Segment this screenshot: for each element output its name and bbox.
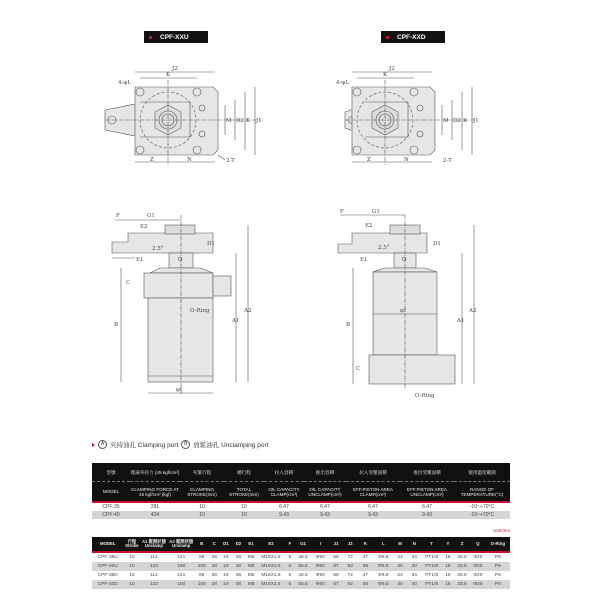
table-cell: 34 bbox=[407, 552, 422, 562]
table-cell: 72 bbox=[343, 552, 358, 562]
column-header-en: TOTAL STROKE(mm) bbox=[224, 482, 264, 503]
performance-table bbox=[92, 463, 510, 519]
dim-label: 2.5° bbox=[378, 245, 390, 251]
column-header: N bbox=[407, 537, 422, 552]
column-header: M bbox=[393, 537, 407, 552]
table-cell: Φ6.8 bbox=[373, 580, 393, 589]
table-cell: Φ20 bbox=[470, 562, 486, 571]
dim-label: M bbox=[226, 118, 232, 124]
table-cell: 16 bbox=[442, 571, 455, 580]
port-a-mark: A bbox=[98, 440, 107, 449]
dim-label: 4-φL bbox=[118, 80, 131, 86]
column-header: A1 鬆開狀態 Unclamp bbox=[140, 537, 167, 552]
table-cell: Φ60 bbox=[311, 552, 329, 562]
dim-label: K bbox=[383, 72, 388, 78]
column-header: J2 bbox=[343, 537, 358, 552]
bullet-icon bbox=[92, 443, 95, 447]
dim-label: 4-φL bbox=[336, 80, 349, 86]
table-cell: 59 bbox=[329, 552, 343, 562]
table-cell: 82 bbox=[343, 562, 358, 571]
dim-label: A1 bbox=[232, 318, 240, 324]
dim-label: O-Ring bbox=[415, 393, 435, 399]
table-cell: M6 bbox=[245, 571, 257, 580]
table-cell: -10~+70°C bbox=[454, 502, 510, 511]
table-cell: 28 bbox=[209, 562, 221, 571]
table-cell: 19 bbox=[220, 552, 232, 562]
column-header: K bbox=[358, 537, 374, 552]
table-cell: 9.43 bbox=[304, 511, 346, 519]
table-cell: 19 bbox=[220, 580, 232, 589]
column-header: MODEL bbox=[92, 537, 124, 552]
dim-label: 2-T bbox=[443, 158, 452, 164]
table-cell: 24 bbox=[393, 571, 407, 580]
table-cell: 291 bbox=[130, 502, 180, 511]
dim-label: N bbox=[187, 157, 192, 163]
dim-label: Z bbox=[150, 157, 154, 163]
side-view-xxd bbox=[338, 209, 476, 399]
table-cell: 141 bbox=[168, 552, 195, 562]
table-cell: 29.5 bbox=[454, 571, 470, 580]
table-cell: P6 bbox=[486, 552, 510, 562]
column-header: O-Ring bbox=[486, 537, 510, 552]
column-header: Q bbox=[470, 537, 486, 552]
table-cell: M6 bbox=[245, 552, 257, 562]
table-cell: 6 bbox=[285, 552, 294, 562]
column-header: C bbox=[209, 537, 221, 552]
table-cell: Φ6.8 bbox=[373, 552, 393, 562]
table-cell: -10~+70°C bbox=[454, 511, 510, 519]
dim-label: D1 bbox=[433, 241, 441, 247]
table-cell: M16X1.5 bbox=[257, 552, 285, 562]
dim-label: Q bbox=[178, 257, 183, 263]
dim-label: E2 bbox=[365, 223, 373, 229]
table-cell: 96 bbox=[195, 552, 209, 562]
table-cell: CPF-35D bbox=[92, 571, 124, 580]
model-tag-label: CPF-XXU bbox=[160, 33, 189, 41]
table-cell: 55.5 bbox=[295, 580, 312, 589]
table-cell: CPF-40D bbox=[92, 580, 124, 589]
dim-label: G1 bbox=[372, 209, 380, 215]
table-cell: Φ60 bbox=[311, 580, 329, 589]
table-cell: Φ6.8 bbox=[373, 562, 393, 571]
dim-label: B bbox=[114, 322, 119, 328]
table-cell: 33.5 bbox=[454, 562, 470, 571]
dim-label: A2 bbox=[469, 308, 477, 314]
column-header-zh: 使用溫度範圍 bbox=[454, 463, 510, 482]
dim-label: M bbox=[443, 118, 449, 124]
dim-label: C bbox=[356, 366, 361, 372]
table-cell: P9 bbox=[486, 580, 510, 589]
dim-label: J2 bbox=[389, 66, 395, 72]
column-header-en: RANGE OF TEMPERATURE(°C) bbox=[454, 482, 510, 503]
table-cell: 6 bbox=[285, 562, 294, 571]
table-cell: 28 bbox=[209, 552, 221, 562]
dim-label: D2 bbox=[236, 118, 244, 124]
table-cell: 30 bbox=[393, 580, 407, 589]
dim-label: D2 bbox=[453, 118, 461, 124]
table-row bbox=[92, 502, 510, 511]
table-cell: 109 bbox=[195, 580, 209, 589]
table-row bbox=[92, 511, 510, 519]
table-cell: PT1/8 bbox=[422, 552, 442, 562]
dim-label: A1 bbox=[457, 318, 465, 324]
column-header: Z bbox=[454, 537, 470, 552]
column-header-en: MODEL bbox=[92, 482, 130, 503]
dim-label: J2 bbox=[172, 66, 178, 72]
table-cell: Φ20 bbox=[470, 580, 486, 589]
table-cell: 19 bbox=[220, 562, 232, 571]
table-cell: 16 bbox=[442, 580, 455, 589]
unit-label: Unit:mm bbox=[493, 528, 510, 533]
table-cell: 33.5 bbox=[454, 580, 470, 589]
table-cell: 10 bbox=[224, 502, 264, 511]
column-header: I bbox=[311, 537, 329, 552]
table-cell: 55 bbox=[358, 562, 374, 571]
dim-label: φI bbox=[176, 387, 183, 393]
column-header-en: CLAMPING FORCE AT 45 kgf/cm² (kgf) bbox=[130, 482, 180, 503]
column-header: L bbox=[373, 537, 393, 552]
dim-label: K bbox=[166, 72, 171, 78]
table-cell: 46.5 bbox=[295, 571, 312, 580]
table-cell: 141 bbox=[168, 571, 195, 580]
table-cell: M16X1.5 bbox=[257, 562, 285, 571]
table-cell: 38 bbox=[232, 580, 246, 589]
table-cell: 6 bbox=[285, 580, 294, 589]
table-cell: Φ20 bbox=[470, 571, 486, 580]
dim-label: O-Ring bbox=[190, 308, 210, 314]
dim-label: N bbox=[404, 157, 409, 163]
table-cell: M16X1.5 bbox=[257, 580, 285, 589]
column-header-en: OIL CAPACITY CLAMP(cm³) bbox=[264, 482, 304, 503]
table-cell: 10 bbox=[124, 571, 141, 580]
table-cell: 55.5 bbox=[295, 562, 312, 571]
dim-label: G1 bbox=[147, 213, 155, 219]
column-header: 行程 Stroke bbox=[124, 537, 141, 552]
table-cell: P9 bbox=[486, 562, 510, 571]
table-cell: 10 bbox=[124, 580, 141, 589]
table-cell: 6.47 bbox=[264, 502, 304, 511]
dim-label: J1 bbox=[473, 118, 479, 124]
table-cell: 67 bbox=[329, 580, 343, 589]
table-cell: M8 bbox=[245, 562, 257, 571]
column-header-zh: 推出容積 bbox=[304, 463, 346, 482]
table-cell: 9.43 bbox=[346, 511, 400, 519]
table-cell: 40 bbox=[407, 580, 422, 589]
dim-label: 2-T bbox=[226, 158, 235, 164]
table-cell: 123 bbox=[140, 562, 167, 571]
column-header-en: EFF.PISTON AREA CLAMP(cm²) bbox=[346, 482, 400, 503]
column-header-en: CLAMPING STROKE(mm) bbox=[180, 482, 224, 503]
dim-label: A2 bbox=[244, 308, 252, 314]
table-cell: 55 bbox=[358, 580, 374, 589]
table-cell: 16 bbox=[442, 562, 455, 571]
table-cell: 10 bbox=[180, 511, 224, 519]
table-cell: 10 bbox=[124, 552, 141, 562]
table-cell: 24 bbox=[393, 552, 407, 562]
column-header-zh: 型號 bbox=[92, 463, 130, 482]
table-cell: 10 bbox=[180, 502, 224, 511]
column-header: Y bbox=[442, 537, 455, 552]
table-cell: PT1/8 bbox=[422, 562, 442, 571]
port-b-mark: B bbox=[181, 440, 190, 449]
column-header-zh: 拉入容積 bbox=[264, 463, 304, 482]
table-cell: 150 bbox=[168, 562, 195, 571]
dim-label: E1 bbox=[136, 257, 144, 263]
table-cell: Φ60 bbox=[311, 571, 329, 580]
table-cell: 6.47 bbox=[346, 502, 400, 511]
dim-label: K bbox=[246, 118, 251, 124]
table-cell: 82 bbox=[343, 580, 358, 589]
table-cell: 29.5 bbox=[454, 552, 470, 562]
dim-label: F bbox=[116, 213, 120, 219]
dim-label: E1 bbox=[360, 257, 368, 263]
table-cell: 47 bbox=[358, 571, 374, 580]
dim-label: D1 bbox=[207, 241, 215, 247]
table-cell: 6.47 bbox=[400, 502, 454, 511]
table-cell: 59 bbox=[329, 571, 343, 580]
table-cell: 28 bbox=[209, 571, 221, 580]
table-cell: 16 bbox=[442, 552, 455, 562]
table-cell: 30 bbox=[393, 562, 407, 571]
table-cell: PT1/8 bbox=[422, 571, 442, 580]
dim-label: F bbox=[340, 209, 344, 215]
port-legend bbox=[92, 440, 268, 449]
dim-label: E2 bbox=[140, 224, 148, 230]
dim-label: K bbox=[463, 118, 468, 124]
table-cell: 46.5 bbox=[295, 552, 312, 562]
column-header: D2 bbox=[232, 537, 246, 552]
column-header: G1 bbox=[295, 537, 312, 552]
table-cell: 38 bbox=[232, 562, 246, 571]
table-cell: 38 bbox=[232, 552, 246, 562]
side-view-xxu bbox=[112, 213, 251, 395]
table-cell: 114 bbox=[140, 571, 167, 580]
dim-label: Z bbox=[367, 157, 371, 163]
table-cell: 28 bbox=[209, 580, 221, 589]
table-cell: 67 bbox=[329, 562, 343, 571]
table-cell: CPF-35U bbox=[92, 552, 124, 562]
column-header: B bbox=[195, 537, 209, 552]
table-cell: 72 bbox=[343, 571, 358, 580]
table-cell: 40 bbox=[407, 562, 422, 571]
table-cell: Φ20 bbox=[470, 552, 486, 562]
column-header-en: OIL CAPACITY UNCLAMP(cm³) bbox=[304, 482, 346, 503]
dim-label: φI bbox=[400, 308, 407, 314]
table-cell: Φ60 bbox=[311, 562, 329, 571]
table-cell: 6.47 bbox=[304, 502, 346, 511]
table-cell: CPF-40 bbox=[92, 511, 130, 519]
column-header-zh: 夾緊行程 bbox=[180, 463, 224, 482]
column-header: D1 bbox=[220, 537, 232, 552]
table-cell: M8 bbox=[245, 580, 257, 589]
table-cell: 9.43 bbox=[264, 511, 304, 519]
table-cell: 114 bbox=[140, 552, 167, 562]
column-header-zh: 推出受壓面積 bbox=[400, 463, 454, 482]
table-row bbox=[92, 562, 510, 571]
clamping-port-label: 夾持油孔 Clamping port bbox=[110, 442, 179, 449]
table-cell: 47 bbox=[358, 552, 374, 562]
column-header-zh: 理論夾持力 (45 kgf/cm²) bbox=[130, 463, 180, 482]
table-cell: PT1/8 bbox=[422, 580, 442, 589]
column-header-en: EFF.PISTON AREA UNCLAMP(cm²) bbox=[400, 482, 454, 503]
table-row bbox=[92, 571, 510, 580]
table-cell: P6 bbox=[486, 571, 510, 580]
dim-label: Q bbox=[402, 257, 407, 263]
table-cell: 19 bbox=[220, 571, 232, 580]
table-cell: CPF-35 bbox=[92, 502, 130, 511]
top-view-xxu bbox=[105, 66, 262, 165]
table-row bbox=[92, 580, 510, 589]
table-cell: 34 bbox=[407, 571, 422, 580]
dim-label: B bbox=[346, 322, 351, 328]
table-cell: 9.43 bbox=[400, 511, 454, 519]
table-cell: 6 bbox=[285, 571, 294, 580]
column-header: F bbox=[285, 537, 294, 552]
table-cell: Φ6.8 bbox=[373, 571, 393, 580]
table-row bbox=[92, 552, 510, 562]
column-header: J1 bbox=[329, 537, 343, 552]
column-header-zh: 總行程 bbox=[224, 463, 264, 482]
table-cell: CPF-40U bbox=[92, 562, 124, 571]
table-cell: 424 bbox=[130, 511, 180, 519]
dim-label: 2.5° bbox=[152, 246, 164, 252]
table-cell: 123 bbox=[140, 580, 167, 589]
column-header-zh: 拉入受壓面積 bbox=[346, 463, 400, 482]
table-cell: 10 bbox=[124, 562, 141, 571]
dim-label: J1 bbox=[256, 118, 262, 124]
dim-label: C bbox=[126, 280, 131, 286]
unclamping-port-label: 放鬆油孔 Unclamping port bbox=[193, 442, 269, 449]
table-cell: 150 bbox=[168, 580, 195, 589]
dimensions-table bbox=[92, 537, 510, 589]
table-cell: M16X1.5 bbox=[257, 571, 285, 580]
column-header: E1 bbox=[245, 537, 257, 552]
table-cell: 10 bbox=[224, 511, 264, 519]
table-cell: 109 bbox=[195, 562, 209, 571]
table-cell: 96 bbox=[195, 571, 209, 580]
column-header: T bbox=[422, 537, 442, 552]
table-cell: 38 bbox=[232, 571, 246, 580]
model-tag-label: CPF-XXD bbox=[397, 33, 426, 41]
column-header: E2 bbox=[257, 537, 285, 552]
column-header: A2 鬆開狀態 Unclamp bbox=[168, 537, 195, 552]
top-view-xxd bbox=[336, 66, 479, 165]
